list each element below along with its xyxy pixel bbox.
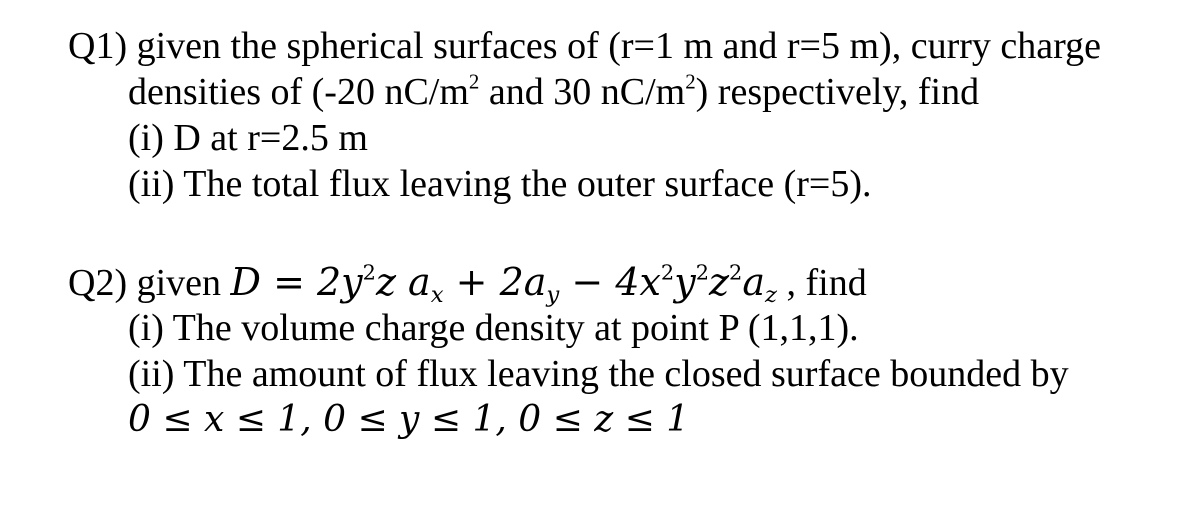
q2-statement [68, 260, 867, 308]
eq-term3-sup1: 2 [660, 260, 675, 285]
eq-lhs: D [230, 260, 261, 304]
eq-term3-sub: z [764, 281, 777, 308]
q1-line2-text-c: ) respectively, find [695, 71, 980, 113]
q1-statement-line2 [128, 70, 979, 114]
q1-line2-text-b: and 30 nC/m [479, 71, 686, 113]
eq-equals: = [261, 260, 317, 304]
eq-term3-sup3: 2 [729, 260, 743, 285]
eq-term3-b: y [674, 260, 696, 304]
q1-exponent-1: 2 [468, 69, 480, 94]
eq-minus: − [559, 260, 616, 304]
eq-term3-sup2: 2 [695, 260, 709, 285]
eq-term2-sub: y [546, 281, 560, 308]
q2-equation [230, 260, 777, 308]
q1-part-i: (i) D at r=2.5 m [128, 117, 368, 159]
eq-term1-sup: 2 [362, 260, 376, 285]
q1-part-ii: (ii) The total flux leaving the outer surface (r=5). [128, 163, 872, 205]
q2-part-ii: (ii) The amount of flux leaving the closed surface bounded by [128, 353, 1069, 395]
eq-term3-a: 4x [615, 260, 661, 304]
q1-line2-text-a: densities of (-20 nC/m [128, 71, 469, 113]
eq-term2: 2a [499, 260, 547, 304]
eq-term1-b: z a [375, 260, 431, 304]
eq-term3-d: a [742, 260, 765, 304]
eq-term1-sub: x [430, 281, 444, 308]
q1-exponent-2: 2 [685, 69, 696, 94]
eq-plus: + [443, 260, 500, 304]
q2-part-i: (i) The volume charge density at point P (1,1,1). [128, 307, 859, 349]
eq-term1: 2y [317, 260, 363, 304]
eq-term3-c: z [708, 260, 730, 304]
q2-tail: , find [776, 262, 867, 304]
q2-bounds: 0 ≤ x ≤ 1, 0 ≤ y ≤ 1, 0 ≤ z ≤ 1 [128, 399, 690, 440]
q1-statement-line1: Q1) given the spherical surfaces of (r=1 m and r=5 m), curry charge [68, 25, 1101, 67]
q2-intro: Q2) given [68, 262, 231, 304]
